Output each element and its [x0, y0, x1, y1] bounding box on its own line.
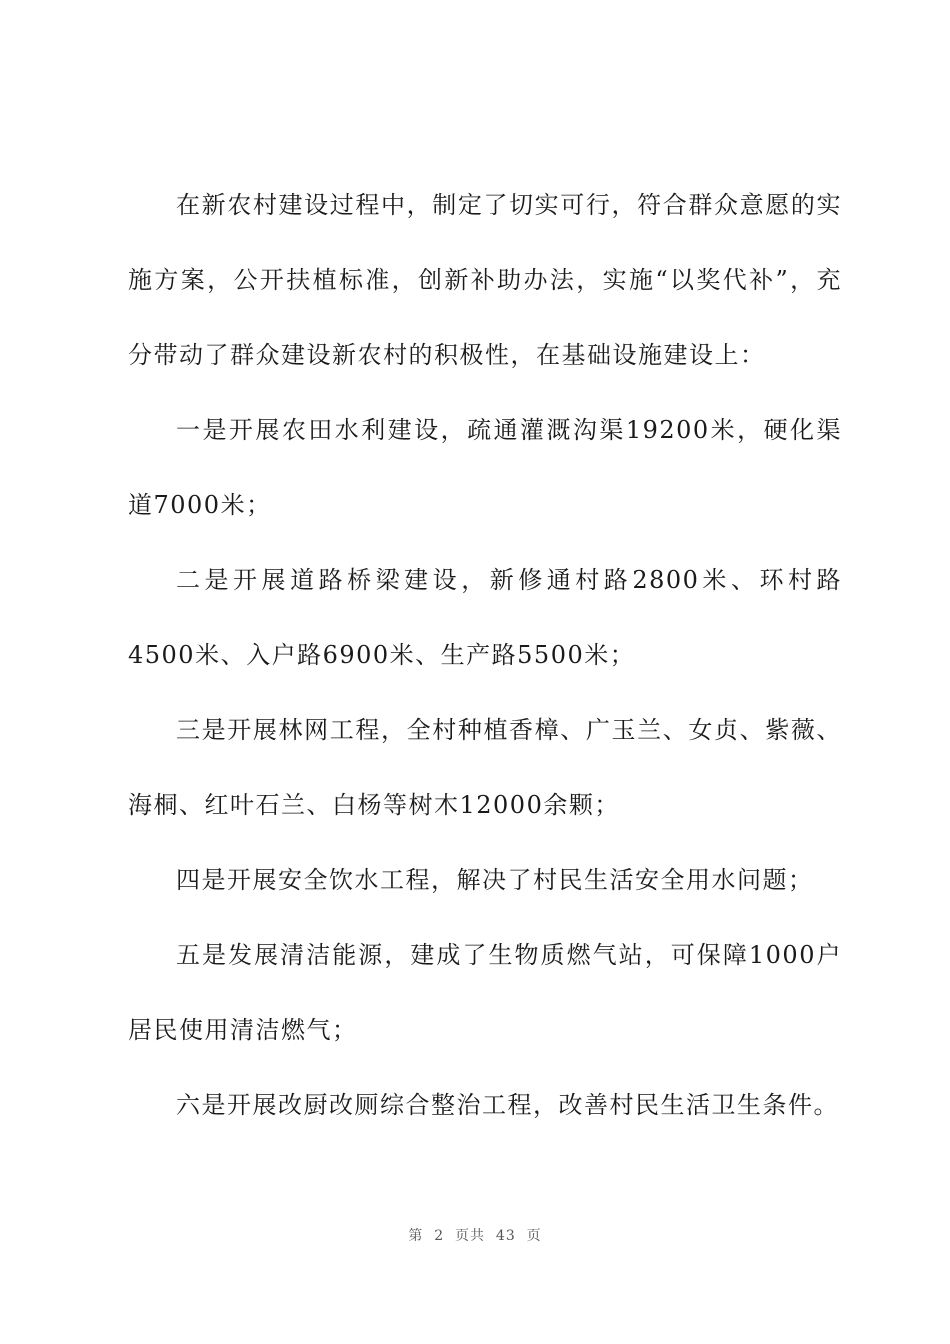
- paragraph-intro: 在新农村建设过程中，制定了切实可行，符合群众意愿的实施方案，公开扶植标准，创新补助办法，实施“以奖代补”，充分带动了群众建设新农村的积极性，在基础设施建设上：: [128, 191, 842, 369]
- paragraph-item-6: 六是开展改厨改厕综合整治工程，改善村民生活卫生条件。: [176, 1091, 839, 1119]
- paragraph-item-3: 三是开展林网工程，全村种植香樟、广玉兰、女贞、紫薇、海桐、红叶石兰、白杨等树木12000余颗；: [128, 716, 842, 819]
- page-number-footer: 第 2 页共 43 页: [408, 1228, 542, 1244]
- paragraph-item-5: 五是发展清洁能源，建成了生物质燃气站，可保障1000户居民使用清洁燃气；: [128, 941, 842, 1044]
- paragraph-item-2: 二是开展道路桥梁建设，新修通村路2800米、环村路4500米、入户路6900米、生产路5500米；: [128, 566, 842, 669]
- document-body: [128, 168, 842, 1143]
- paragraph-item-1: 一是开展农田水利建设，疏通灌溉沟渠19200米，硬化渠道7000米；: [128, 416, 842, 519]
- paragraph-item-4: 四是开展安全饮水工程，解决了村民生活安全用水问题；: [176, 866, 814, 894]
